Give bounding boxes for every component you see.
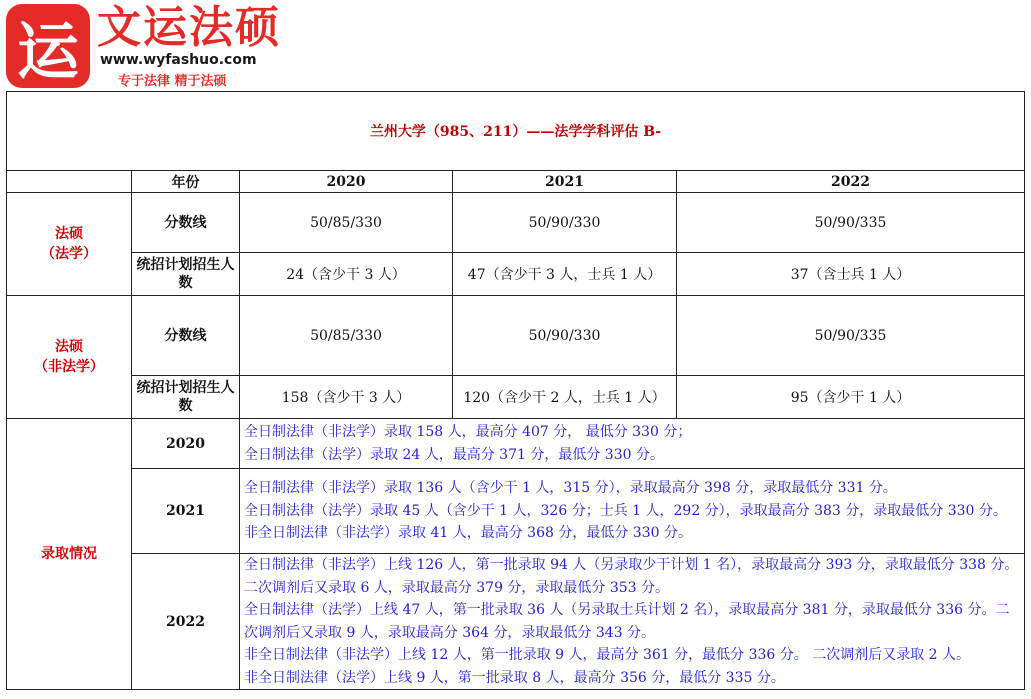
year-header-label: 年份 [132, 171, 240, 193]
empty-header-cell [7, 171, 132, 193]
category-line1: 法硕 [55, 339, 83, 355]
category-line2: （非法学） [34, 359, 104, 375]
score-2021: 50/90/330 [453, 296, 677, 376]
plan-label: 统招计划招生人数 [132, 376, 240, 419]
score-2020: 50/85/330 [240, 296, 453, 376]
score-2020: 50/85/330 [240, 193, 453, 253]
brand-name: 文运法硕 [97, 2, 281, 53]
category-line1: 法硕 [55, 226, 83, 242]
year-header-2021: 2021 [453, 171, 677, 193]
plan-2022: 37（含士兵 1 人） [677, 253, 1025, 296]
year-header-2020: 2020 [240, 171, 453, 193]
category-non-law-major [7, 296, 132, 419]
admission-line: 全日制法律（非法学）录取 136 人（含少干 1 人，315 分），录取最高分 398 分，录取最低分 331 分。 [244, 480, 897, 497]
admission-line: 非全日制法律（法学）上线 9 人，第一批录取 8 人，最高分 356 分，最低分 335 分。 [244, 669, 785, 686]
brand-slogan: 专于法律 精于法硕 [118, 74, 227, 89]
score-2021: 50/90/330 [453, 193, 677, 253]
admission-year-2022: 2022 [132, 554, 240, 690]
category-line2: （法学） [41, 246, 97, 262]
plan-2020: 24（含少干 3 人） [240, 253, 453, 296]
plan-2021: 47（含少干 3 人，士兵 1 人） [453, 253, 677, 296]
plan-2020: 158（含少干 3 人） [240, 376, 453, 419]
logo-char: 运 [16, 14, 79, 88]
admission-table [6, 91, 1025, 690]
brand-url: www.wyfashuo.com [100, 52, 257, 68]
logo-badge [6, 4, 90, 88]
admission-details-2022 [240, 554, 1025, 690]
plan-2022: 95（含少干 1 人） [677, 376, 1025, 419]
admission-line: 全日制法律（非法学）上线 126 人，第一批录取 94 人（另录取少干计划 1 名），录取最高分 393 分，录取最低分 338 分。二次调剂后又录取 6 人，录取最高分 379 分，录取最低分 353 分。 [244, 557, 1019, 596]
admission-line: 全日制法律（法学）录取 24 人，最高分 371 分，最低分 330 分。 [244, 446, 664, 463]
admission-line: 全日制法律（法学）录取 45 人（含少干 1 人，326 分；士兵 1 人，292 分），录取最高分 383 分，录取最低分 330 分。 [244, 502, 1007, 519]
admission-year-2020: 2020 [132, 419, 240, 469]
plan-2021: 120（含少干 2 人，士兵 1 人） [453, 376, 677, 419]
admission-line: 全日制法律（法学）上线 47 人，第一批录取 36 人（另录取士兵计划 2 名），录取最高分 381 分，录取最低分 336 分。二次调剂后又录取 9 人，录取最高分 364 分，录取最低分 343 分。 [244, 602, 1010, 641]
score-label: 分数线 [132, 193, 240, 253]
score-2022: 50/90/335 [677, 296, 1025, 376]
score-label: 分数线 [132, 296, 240, 376]
category-law-major [7, 193, 132, 296]
admission-details-2020 [240, 419, 1025, 469]
admission-line: 非全日制法律（非法学）上线 12 人，第一批录取 9 人，最高分 361 分，最低分 336 分。 二次调剂后又录取 2 人。 [244, 647, 971, 663]
plan-label: 统招计划招生人数 [132, 253, 240, 296]
admission-line: 全日制法律（非法学）录取 158 人，最高分 407 分， 最低分 330 分； [244, 424, 692, 440]
admission-label: 录取情况 [7, 419, 132, 690]
admission-line: 非全日制法律（非法学）录取 41 人，最高分 368 分，最低分 330 分。 [244, 525, 692, 542]
admission-details-2021 [240, 469, 1025, 554]
table-title: 兰州大学（985、211）——法学学科评估 B- [7, 92, 1025, 171]
score-2022: 50/90/335 [677, 193, 1025, 253]
admission-year-2021: 2021 [132, 469, 240, 554]
year-header-2022: 2022 [677, 171, 1025, 193]
